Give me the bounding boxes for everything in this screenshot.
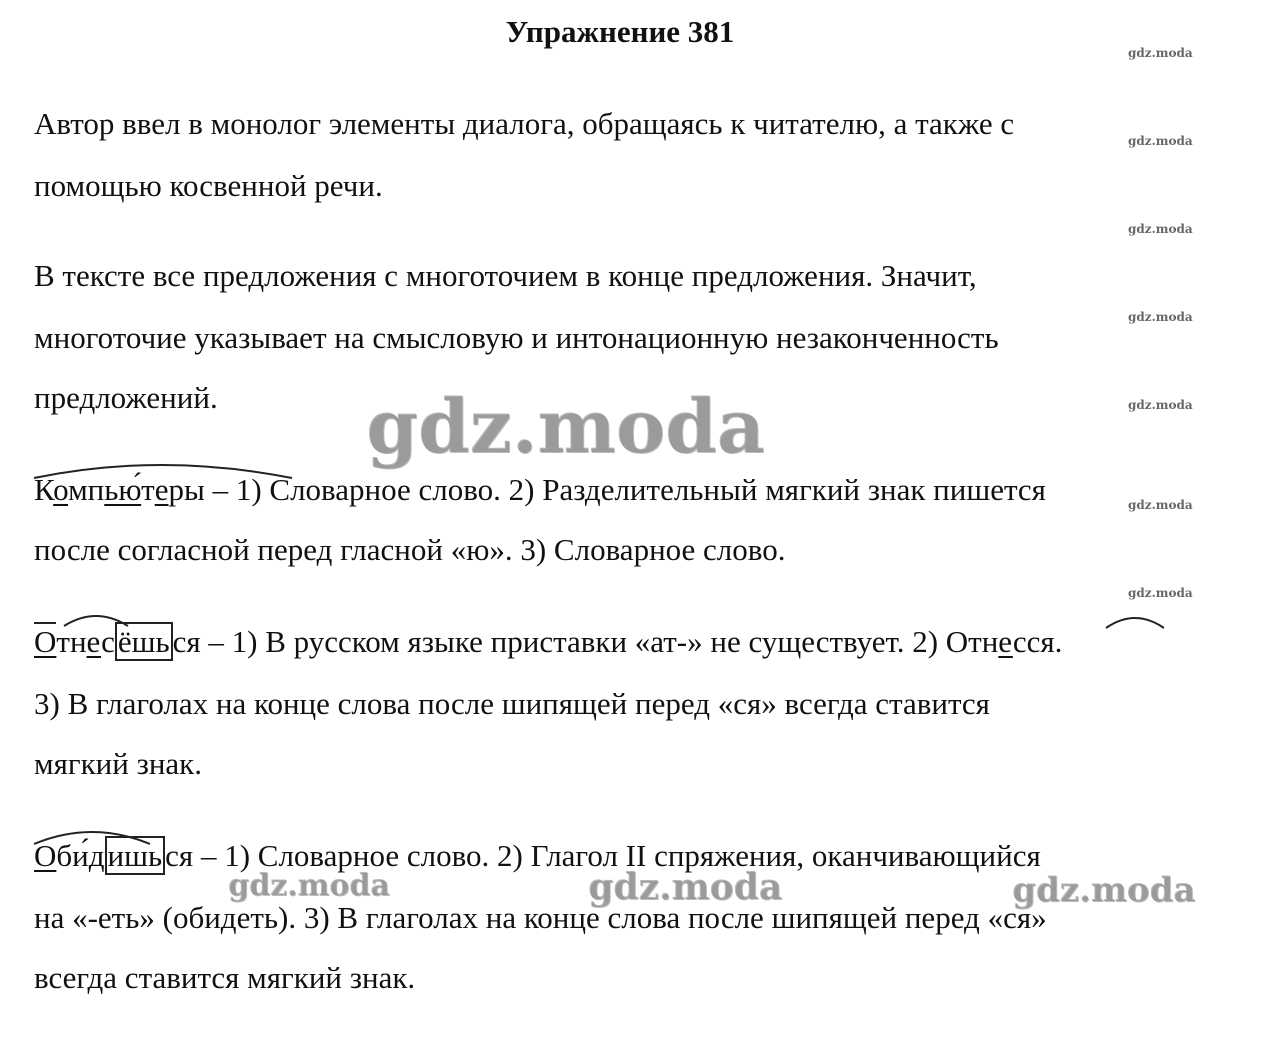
ending-box: ёшь [115,622,173,661]
paragraph-2-line-1: В тексте все предложения с многоточием в конце предложения. Значит, [34,258,977,293]
word-letters: мп [68,472,105,507]
explanation-text: ся. [1026,624,1063,659]
underlined-vowel: е [998,624,1013,659]
word-analysis-1-line-2: после согласной перед гласной «ю». 3) Словарное слово. [34,532,786,567]
word-letters: д [88,838,105,873]
paragraph-2-line-2: многоточие указывает на смысловую и интонационную незаконченность [34,320,999,355]
word-analysis-3-line-2: на «-еть» (обидеть). 3) В глаголах на конце слова после шипящей перед «ся» [34,900,1047,935]
watermark-large: gdz.moda [366,384,765,470]
word-analysis-1-line-1 [34,470,1046,510]
watermark-small: gdz.moda [1128,398,1193,412]
paragraph-1-line-2: помощью косвенной речи. [34,168,383,203]
prefix-mark: О [34,624,57,659]
watermark-medium: gdz.moda [1012,870,1196,910]
word-letters: би́ [56,838,89,873]
word-analysis-2-line-3: мягкий знак. [34,746,202,781]
watermark-small: gdz.moda [1128,134,1193,148]
watermark-small: gdz.moda [1128,586,1193,600]
word-analysis-2-line-1 [34,622,1062,662]
word-letters: с [101,624,115,659]
word-analysis-3-line-1 [34,836,1041,876]
root-arc-icon [1102,612,1168,630]
word-letters: ся [172,624,201,659]
watermark-medium: gdz.moda [588,866,782,908]
watermark-small: gdz.moda [1128,46,1193,60]
word-analysis-2-line-2: 3) В глаголах на конце слова после шипящей перед «ся» всегда ставится [34,686,990,721]
underlined-vowel: ью́ [104,472,142,507]
ending-box: ишь [105,836,166,875]
exercise-title: Упражнение 381 [505,14,735,49]
underlined-vowel: о [53,472,69,507]
underlined-vowel: О [34,838,57,873]
word-analysis-3-line-3: всегда ставится мягкий знак. [34,960,416,995]
watermark-small: gdz.moda [1128,498,1193,512]
explanation-text: – 1) Словарное слово. 2) Разделительный мягкий знак пишется [204,472,1046,507]
word-letters: тн [56,624,87,659]
watermark-small: gdz.moda [1128,222,1193,236]
word-letters: т [141,472,155,507]
underlined-vowel: е [86,624,102,659]
word-letters: К [34,472,54,507]
word-letters: с [1012,624,1027,659]
word-letters: ры [168,472,205,507]
paragraph-1-line-1: Автор ввел в монолог элементы диалога, обращаясь к читателю, а также с [34,106,1015,141]
explanation-text: – 1) Словарное слово. 2) Глагол II спряжения, оканчивающийся [193,838,1041,873]
word-letters: ся [165,838,194,873]
underlined-vowel: е [154,472,169,507]
watermark-medium: gdz.moda [228,868,390,903]
watermark-small: gdz.moda [1128,310,1193,324]
paragraph-2-line-3: предложений. [34,380,218,415]
explanation-text: – 1) В русском языке приставки «ат-» не существует. 2) Отн [200,624,999,659]
